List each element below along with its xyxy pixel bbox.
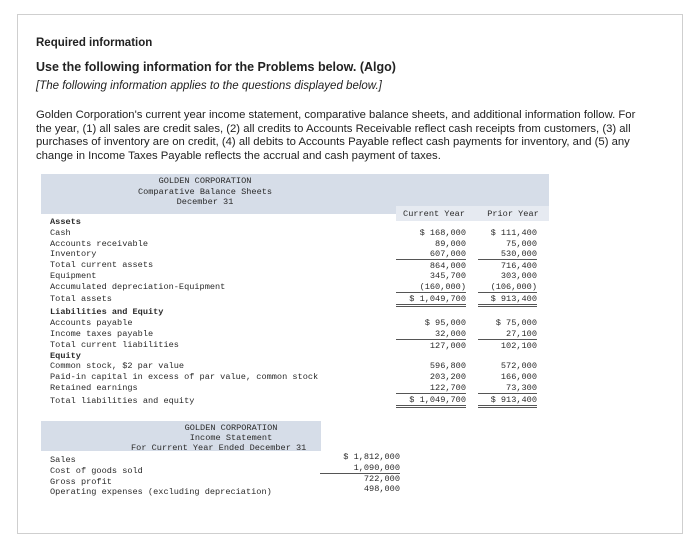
row-equipment-label: Equipment	[50, 271, 97, 281]
row-common-stock-current: 596,800	[429, 361, 466, 371]
row-retained-earnings-current: 122,700	[396, 383, 466, 394]
column-current-year: Current Year	[403, 209, 465, 219]
income-statement-company: GOLDEN CORPORATION	[184, 423, 278, 433]
row-retained-earnings-label: Retained earnings	[50, 383, 138, 393]
row-ap-current: $ 95,000	[424, 318, 466, 328]
equity-heading: Equity	[50, 351, 81, 361]
column-prior-year: Prior Year	[487, 209, 539, 219]
row-cogs-value: 1,090,000	[320, 463, 400, 474]
row-equipment-current: 345,700	[429, 271, 466, 281]
row-equipment-prior: 303,000	[500, 271, 537, 281]
row-paid-in-label: Paid-in capital in excess of par value, common stock	[50, 372, 319, 382]
row-tcl-current: 127,000	[429, 341, 466, 351]
row-ar-current: 89,000	[435, 239, 466, 249]
row-ar-label: Accounts receivable	[50, 239, 148, 249]
row-tcl-label: Total current liabilities	[50, 340, 179, 350]
problem-instruction: Use the following information for the Problems below. (Algo)	[36, 60, 396, 74]
row-common-stock-label: Common stock, $2 par value	[50, 361, 185, 371]
row-tca-label: Total current assets	[50, 260, 154, 270]
row-cash-prior: $ 111,400	[490, 228, 537, 238]
required-information-heading: Required information	[36, 37, 153, 49]
balance-sheet-title: Comparative Balance Sheets	[137, 187, 273, 197]
row-retained-earnings-prior: 73,300	[478, 383, 537, 394]
row-itp-current: 32,000	[396, 329, 466, 340]
balance-sheet-date: December 31	[176, 197, 234, 207]
row-paid-in-current: 203,200	[429, 372, 466, 382]
liabilities-heading: Liabilities and Equity	[50, 307, 164, 317]
row-accum-dep-current: (160,000)	[396, 282, 466, 293]
balance-sheet-company: GOLDEN CORPORATION	[158, 176, 252, 186]
row-total-assets-current: $ 1,049,700	[396, 294, 466, 307]
row-opex-label: Operating expenses (excluding depreciation)	[50, 487, 272, 497]
row-inventory-current: 607,000	[396, 249, 466, 260]
row-tcl-prior: 102,100	[500, 341, 537, 351]
assets-heading: Assets	[50, 217, 81, 227]
info-note: [The following information applies to the questions displayed below.]	[36, 80, 382, 92]
row-ap-prior: $ 75,000	[495, 318, 537, 328]
row-total-le-current: $ 1,049,700	[396, 395, 466, 408]
row-gross-profit-label: Gross profit	[50, 477, 112, 487]
row-total-assets-label: Total assets	[50, 294, 112, 304]
row-common-stock-prior: 572,000	[500, 361, 537, 371]
income-statement-period: For Current Year Ended December 31	[131, 443, 307, 453]
row-cash-current: $ 168,000	[419, 228, 466, 238]
row-tca-prior: 716,400	[500, 261, 537, 271]
row-ap-label: Accounts payable	[50, 318, 133, 328]
row-inventory-label: Inventory	[50, 249, 97, 259]
row-accum-dep-label: Accumulated depreciation-Equipment	[50, 282, 226, 292]
row-sales-value: $ 1,812,000	[343, 452, 400, 462]
row-tca-current: 864,000	[429, 261, 466, 271]
row-ar-prior: 75,000	[506, 239, 537, 249]
row-itp-prior: 27,100	[478, 329, 537, 340]
problem-description: Golden Corporation's current year income statement, comparative balance sheets, and additional information follow. For the year, (1) all sales are credit sales, (2) all credits to Accounts Receivable reflect cash receipts from customers, (3) all purchases of inventory are on credit, (4) all debits to Accounts Payable reflect cash payments for inventory, and (5) any change in Income Taxes Payable reflects the accrual and cash payment of taxes.	[36, 109, 636, 162]
row-sales-label: Sales	[50, 455, 76, 465]
row-accum-dep-prior: (106,000)	[478, 282, 537, 293]
row-paid-in-prior: 166,000	[500, 372, 537, 382]
row-total-assets-prior: $ 913,400	[478, 294, 537, 307]
row-cogs-label: Cost of goods sold	[50, 466, 143, 476]
row-cash-label: Cash	[50, 228, 71, 238]
row-total-le-label: Total liabilities and equity	[50, 396, 195, 406]
row-opex-value: 498,000	[363, 484, 400, 494]
row-total-le-prior: $ 913,400	[478, 395, 537, 408]
row-gross-profit-value: 722,000	[363, 474, 400, 484]
income-statement-title: Income Statement	[189, 433, 273, 443]
row-inventory-prior: 530,000	[478, 249, 537, 260]
row-itp-label: Income taxes payable	[50, 329, 154, 339]
